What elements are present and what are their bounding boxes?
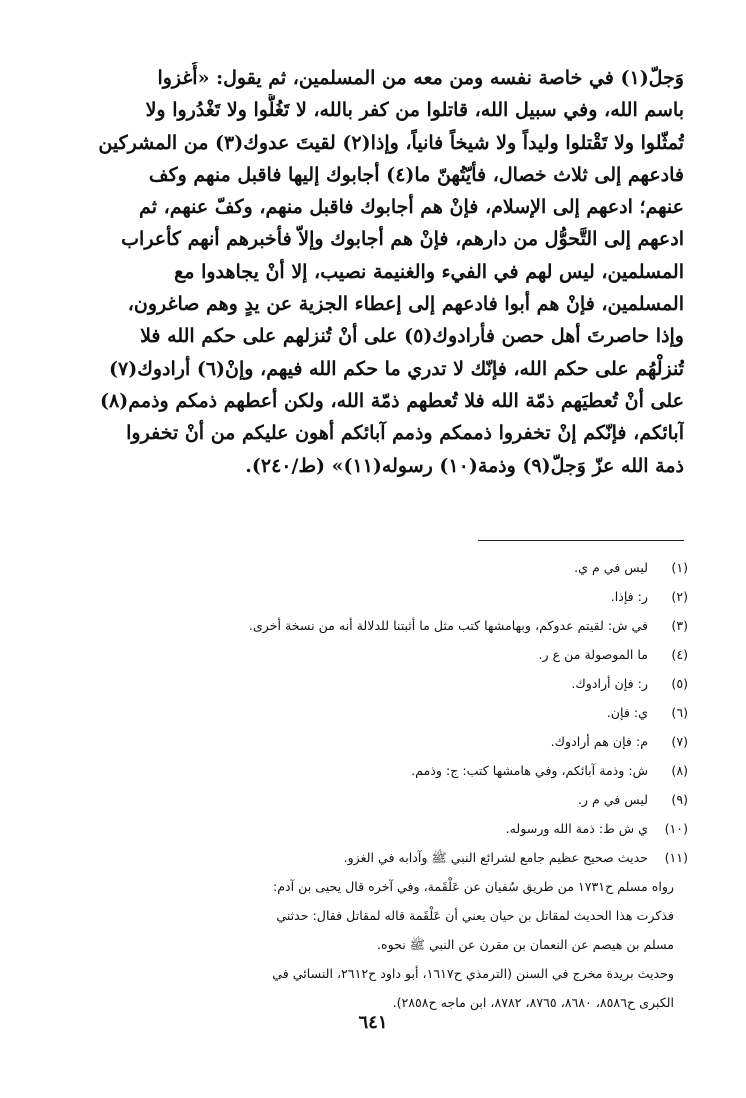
- footnote-number: (٦): [671, 705, 688, 720]
- footnote-number: (٤): [671, 647, 688, 662]
- footnote-number: (٩): [671, 792, 688, 807]
- text-line: على أنْ تُعطيَهم ذمّة الله فلا تُعطهم ذمّة الله، ولكن أعطهم ذمكم وذمم(٨): [100, 389, 684, 412]
- footnote-continuation-line: رواه مسلم ح١٧٣١ من طريق سُفيان عن عَلْقَمة، وفي آخره قال يحيى بن آدم:: [272, 879, 674, 894]
- footnote-number: (١): [671, 560, 688, 575]
- footnote-number: (٢): [671, 589, 688, 604]
- footnote-item: [80, 814, 688, 843]
- text-line: وَجلّ(١) في خاصة نفسه ومن معه من المسلمين، ثم يقول: «أُغزوا: [157, 67, 684, 89]
- footnote-item: [80, 611, 688, 640]
- footnote-text: ي ش ط: ذمة الله ورسوله.: [505, 821, 648, 836]
- footnote-item: [80, 698, 688, 727]
- footnote-text: حديث صحيح عظيم جامع لشرائع النبي ﷺ وآدابه في الغزو.: [343, 850, 648, 865]
- main-text: [72, 62, 684, 482]
- footnote-item: [80, 582, 688, 611]
- text-line: آبائكم، فإنّكم إنْ تخفروا ذممكم وذمم آبائكم أهون عليكم من أنْ تخفروا: [126, 422, 684, 445]
- footnote-item: [80, 756, 688, 785]
- footnote-item: [80, 843, 688, 872]
- footnote-text: ي: فإن.: [606, 705, 648, 720]
- text-line: المسلمين، فإنْ هم أبوا فادعهم إلى إعطاء الجزية عن يدٍ وهم صاغرون،: [127, 293, 684, 316]
- footnote-item: [80, 640, 688, 669]
- footnote-number: (٥): [671, 676, 688, 691]
- text-line: باسم الله، وفي سبيل الله، قاتلوا من كفر بالله، لا تَغُلُّوا ولا تَغْدُروا ولا: [145, 99, 684, 122]
- footnote-text: في ش: لقيتم عدوكم، وبهامشها كتب مثل ما أثبتنا للدلالة أنه من نسخة أخرى.: [248, 618, 648, 633]
- footnote-number: (٣): [671, 618, 688, 633]
- footnote-item: [80, 553, 688, 582]
- footnote-text: ش: وذمة آبائكم، وفي هامشها كتب: ج: وذمم.: [411, 763, 648, 778]
- page-number: ٦٤١: [358, 1012, 388, 1033]
- footnote-text: م: فإن هم أرادوك.: [550, 734, 648, 749]
- text-line: تُمثّلوا ولا تَقْتلوا وليداً ولا شيخاً فانياً، وإذا(٢) لقيتَ عدوك(٣) من المشركين: [98, 131, 684, 154]
- footnote-text: ليس في م ر.: [577, 792, 648, 807]
- footnote-number: (١٠): [664, 821, 688, 836]
- text-line: المسلمين، ليس لهم في الفيء والغنيمة نصيب، إلا أنْ يجاهدوا مع: [174, 260, 684, 283]
- footnote-divider: [478, 540, 684, 541]
- footnote-text: ليس في م ي.: [574, 560, 648, 575]
- footnote-number: (١١): [664, 850, 688, 865]
- footnote-number: (٧): [671, 734, 688, 749]
- footnote-continuation-line: مسلم بن هيصم عن النعمان بن مقرن عن النبي ﷺ نحوه.: [377, 937, 674, 952]
- text-line: ادعهم إلى التَّحوُّل من دارهم، فإنْ هم أجابوك وإلاّ فأخبرهم أنهم كأعراب: [121, 228, 684, 251]
- footnote-item: [80, 669, 688, 698]
- footnote-text: ر: فإن أرادوك.: [571, 676, 648, 691]
- footnotes: [80, 553, 688, 1017]
- footnote-item: [80, 785, 688, 814]
- footnote-number: (٨): [671, 763, 688, 778]
- footnote-continuation-line: وحديث بريدة مخرج في السنن (الترمذي ح١٦١٧، أبو داود ح٢٦١٢، النسائي في: [272, 966, 674, 981]
- text-line: تُنزلْهُم على حكم الله، فإنّك لا تدري ما حكم الله فيهم، وإنْ(٦) أرادوك(٧): [108, 357, 684, 380]
- footnote-item: [80, 727, 688, 756]
- footnote-text: ما الموصولة من ع ر.: [538, 647, 648, 662]
- footnote-text: ر: فإذا.: [610, 589, 648, 604]
- footnote-continuation-line: فذكرت هذا الحديث لمقاتل بن حيان يعني أن عَلْقَمة قاله لمقاتل فقال: حدثني: [276, 908, 674, 923]
- footnote-continuation-line: الكبرى ح٨٥٨٦، ٨٦٨٠، ٨٧٦٥، ٨٧٨٢، ابن ماجه ح٢٨٥٨).: [392, 995, 674, 1010]
- text-line: وإذا حاصرتَ أهل حصن فأرادوك(٥) على أنْ تُنزلهم على حكم الله فلا: [140, 325, 684, 348]
- text-line: ذمة الله عزّ وَجلّ(٩) وذمة(١٠) رسوله(١١)» (ط/٢٤٠).: [245, 454, 684, 477]
- text-line: فادعهم إلى ثلاث خصال، فأيّتُهنّ ما(٤) أجابوك إليها فاقبل منهم وكف: [148, 163, 684, 186]
- text-line: عنهم؛ ادعهم إلى الإسلام، فإنْ هم أجابوك فاقبل منهم، وكفّ عنهم، ثم: [139, 196, 684, 219]
